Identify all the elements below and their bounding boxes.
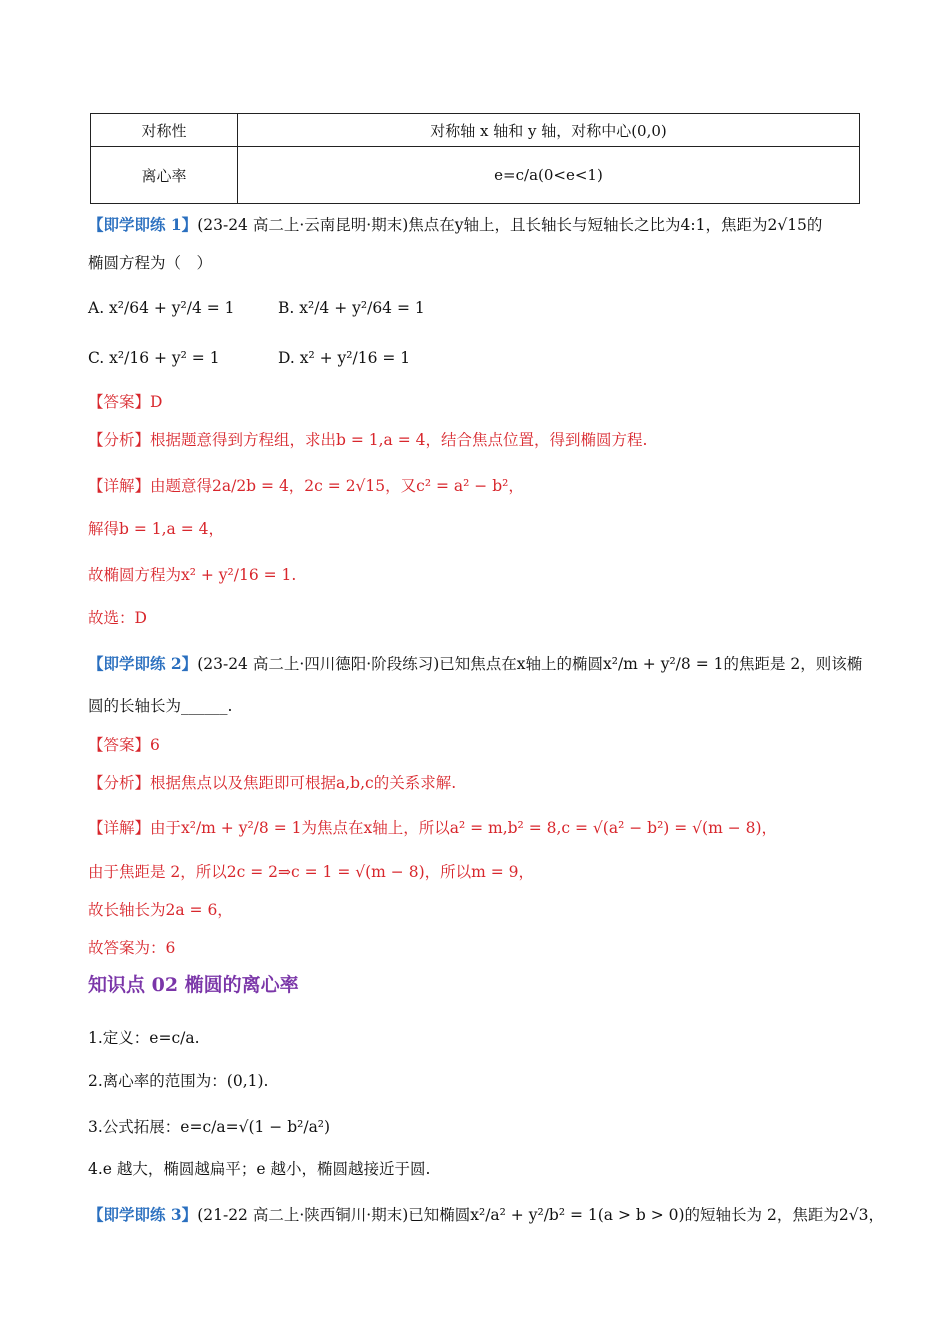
ex1-detail-2: 解得b = 1,a = 4， — [88, 520, 224, 538]
ex2-detail-1: 【详解】由于x²/m + y²/8 = 1为焦点在x轴上，所以a² = m,b² = 8,c = √(a² − b²) = √(m − 8)， — [88, 819, 778, 837]
ellipse-properties-table — [90, 113, 860, 204]
ex2-detail-3: 故长轴长为2a = 6， — [88, 901, 233, 919]
ex1-option-a: A. x²/64 + y²/4 = 1 — [88, 299, 235, 317]
ex2-tag: 【即学即练 2】 — [88, 654, 198, 673]
section-item-note: 4.e 越大，椭圆越扁平；e 越小，椭圆越接近于圆. — [88, 1160, 431, 1178]
ex1-detail-1: 【详解】由题意得2a/2b = 4，2c = 2√15，又c² = a² − b²， — [88, 477, 524, 495]
ex1-stem-line2: 椭圆方程为（ ） — [88, 254, 213, 272]
ex3-stem: 已知椭圆x²/a² + y²/b² = 1(a > b > 0)的短轴长为 2，焦距为2√3， — [408, 1206, 884, 1224]
ex2-question — [88, 654, 862, 674]
table-row — [91, 114, 860, 147]
section-item-formula: 3.公式拓展：e=c/a=√(1 − b²/a²) — [88, 1118, 331, 1136]
ex3-source: (21-22 高二上·陕西铜川·期末) — [197, 1206, 409, 1224]
ex1-analysis: 【分析】根据题意得到方程组，求出b = 1,a = 4，结合焦点位置，得到椭圆方程. — [88, 431, 648, 449]
ex3-question — [88, 1205, 884, 1225]
ex1-answer: 【答案】D — [88, 393, 163, 411]
ex1-option-c: C. x²/16 + y² = 1 — [88, 349, 220, 367]
ex2-analysis: 【分析】根据焦点以及焦距即可根据a,b,c的关系求解. — [88, 774, 457, 792]
row-value-symmetry: 对称轴 x 轴和 y 轴，对称中心(0,0) — [238, 114, 860, 147]
ex2-detail-4: 故答案为：6 — [88, 939, 176, 957]
ex1-stem: 焦点在y轴上，且长轴长与短轴长之比为4:1，焦距为2√15的 — [408, 216, 823, 234]
ex1-detail-4: 故选：D — [88, 609, 147, 627]
ex2-detail-2: 由于焦距是 2，所以2c = 2⇒c = 1 = √(m − 8)，所以m = 9， — [88, 863, 535, 881]
section-title: 知识点 02 椭圆的离心率 — [88, 974, 299, 996]
ex1-question — [88, 215, 822, 235]
ex2-stem: 已知焦点在x轴上的椭圆x²/m + y²/8 = 1的焦距是 2，则该椭 — [439, 655, 863, 673]
row-label-eccentricity: 离心率 — [91, 147, 238, 204]
ex3-tag: 【即学即练 3】 — [88, 1205, 198, 1224]
ex1-source: (23-24 高二上·云南昆明·期末) — [197, 216, 409, 234]
row-label-symmetry: 对称性 — [91, 114, 238, 147]
ex1-tag: 【即学即练 1】 — [88, 215, 198, 234]
ex2-answer: 【答案】6 — [88, 736, 160, 754]
ex2-stem-line2: 圆的长轴长为______. — [88, 697, 233, 715]
ex1-option-d: D. x² + y²/16 = 1 — [278, 349, 411, 367]
row-value-eccentricity: e=c/a(0<e<1) — [238, 147, 860, 204]
section-item-definition: 1.定义：e=c/a. — [88, 1029, 200, 1047]
table-row — [91, 147, 860, 204]
ex2-source: (23-24 高二上·四川德阳·阶段练习) — [197, 655, 440, 673]
section-item-range: 2.离心率的范围为：(0,1). — [88, 1072, 269, 1090]
ex1-option-b: B. x²/4 + y²/64 = 1 — [278, 299, 425, 317]
ex1-detail-3: 故椭圆方程为x² + y²/16 = 1. — [88, 566, 297, 584]
